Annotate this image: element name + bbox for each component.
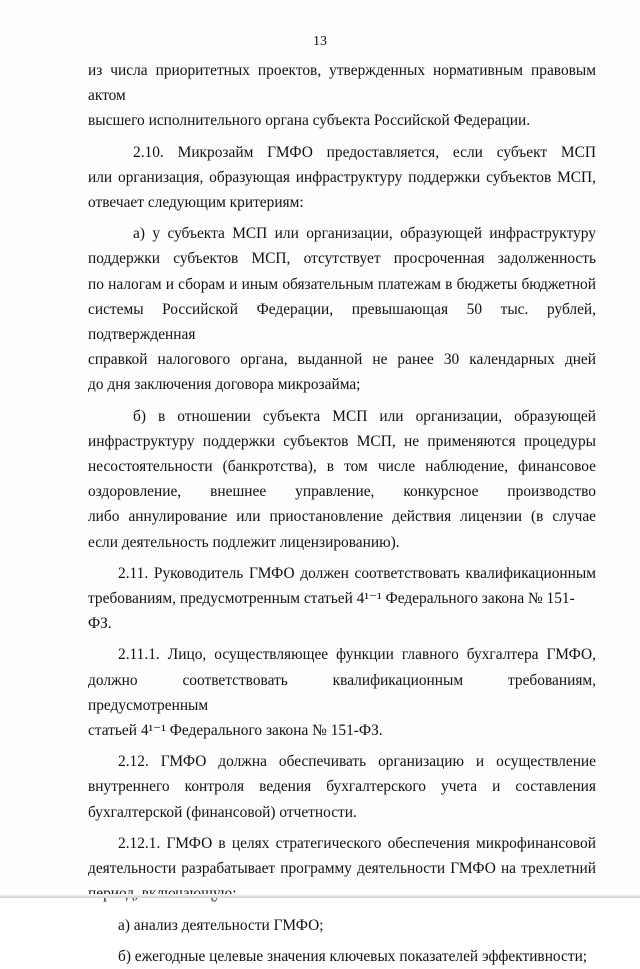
paragraph-line: должно соответствовать квалификационным требованиям, предусмотренным [88,671,596,714]
paragraph-line: инфраструктуру поддержки субъектов МСП, не применяются процедуры [88,432,596,450]
paragraph-2-11: 2.11. Руководитель ГМФО должен соответствовать квалификационным [118,564,596,582]
paragraph-2-12: 2.12. ГМФО должна обеспечивать организацию и осуществление [118,753,596,771]
paragraph-line: системы Российской Федерации, превышающая 50 тыс. рублей, подтвержденная [88,300,596,344]
paragraph-line: поддержки субъектов МСП, отсутствует просроченная задолженность [88,250,596,268]
criterion-b: б) в отношении субъекта МСП или организации, образующей [133,407,596,425]
paragraph-line: справкой налогового органа, выданной не ранее 30 календарных дней [88,351,596,369]
criterion-a: а) у субъекта МСП или организации, образующей инфраструктуру [133,225,596,243]
scan-edge [0,894,640,898]
paragraph-2-11-1: 2.11.1. Лицо, осуществляющее функции главного бухгалтера ГМФО, [118,646,596,664]
paragraph-line: до дня заключения договора микрозайма; [88,376,361,394]
paragraph-2-10: 2.10. Микрозайм ГМФО предоставляется, если субъект МСП [133,143,596,161]
document-body [88,58,596,969]
paragraph-line: несостоятельности (банкротства), в том числе наблюдение, финансовое [88,458,596,476]
paragraph-line: статьей 4¹⁻¹ Федерального закона № 151-ФЗ. [88,722,383,740]
program-item-a: а) анализ деятельности ГМФО; [118,916,324,934]
paragraph-line: оздоровление, внешнее управление, конкурсное производство [88,483,596,501]
paragraph-line: отвечает следующим критериям: [88,194,304,212]
paragraph-line: либо аннулирование или приостановление действия лицензии (в случае [88,508,596,526]
paragraph-line: из числа приоритетных проектов, утвержденных нормативным правовым актом [88,62,596,105]
paragraph-line: деятельности разрабатывает программу деятельности ГМФО на трехлетний [88,860,596,878]
paragraph-line: или организация, образующая инфраструктуру поддержки субъектов МСП, [88,168,596,186]
program-item-b: б) ежегодные целевые значения ключевых показателей эффективности; [118,947,588,965]
paragraph-2-12-1: 2.12.1. ГМФО в целях стратегического обеспечения микрофинансовой [118,834,596,852]
paragraph-line: по налогам и сборам и иным обязательным платежам в бюджеты бюджетной [88,275,596,293]
paragraph-line: высшего исполнительного органа субъекта Российской Федерации. [88,112,531,130]
paragraph-line: внутреннего контроля ведения бухгалтерского учета и составления [88,778,596,796]
paragraph-line: если деятельность подлежит лицензированию). [88,533,400,551]
page-number: 13 [313,34,327,49]
paragraph-line: бухгалтерской (финансовой) отчетности. [88,803,357,821]
paragraph-line: требованиям, предусмотренным статьей 4¹⁻¹ Федерального закона № 151-ФЗ. [88,590,575,633]
